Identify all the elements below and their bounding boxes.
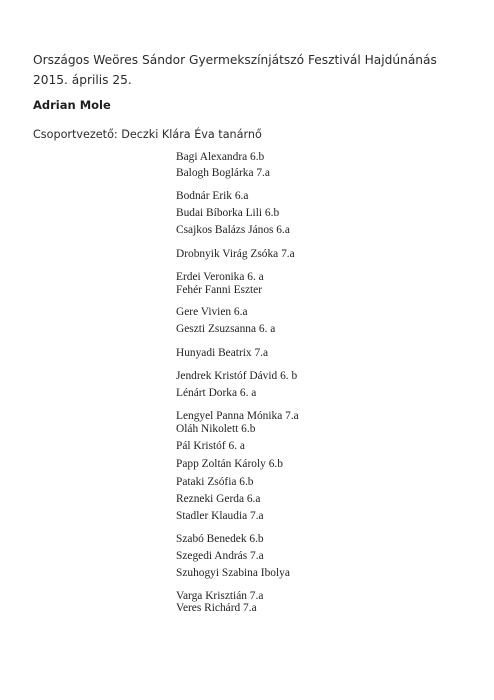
roster-name: Lengyel Panna Mónika 7.a bbox=[176, 410, 299, 422]
roster-name: Csajkos Balázs János 6.a bbox=[176, 224, 290, 236]
roster-name: Szuhogyi Szabina Ibolya bbox=[176, 567, 290, 579]
roster-name: Veres Richárd 7.a bbox=[176, 602, 257, 614]
roster-name: Budai Bíborka Lili 6.b bbox=[176, 207, 280, 219]
roster-name: Pál Kristóf 6. a bbox=[176, 440, 245, 452]
roster-name: Bagi Alexandra 6.b bbox=[176, 151, 265, 163]
play-title: Adrian Mole bbox=[33, 98, 111, 112]
roster-name: Erdei Veronika 6. a bbox=[176, 271, 264, 283]
roster-name: Geszti Zsuzsanna 6. a bbox=[176, 323, 276, 335]
document-title: Országos Weöres Sándor Gyermekszínjátszó Fesztivál Hajdúnánás 2015. április 25. bbox=[33, 53, 437, 87]
roster-name: Pataki Zsófia 6.b bbox=[176, 476, 254, 488]
roster-name: Oláh Nikolett 6.b bbox=[176, 423, 256, 435]
roster-name: Lénárt Dorka 6. a bbox=[176, 387, 257, 399]
roster-name: Szegedi András 7.a bbox=[176, 550, 264, 562]
roster-name: Balogh Boglárka 7.a bbox=[176, 167, 270, 179]
roster-name: Varga Krisztián 7.a bbox=[176, 590, 264, 602]
roster-name: Jendrek Kristóf Dávid 6. b bbox=[176, 370, 298, 382]
roster-name: Hunyadi Beatrix 7.a bbox=[176, 347, 269, 359]
roster-name: Stadler Klaudia 7.a bbox=[176, 510, 264, 522]
roster-name: Drobnyik Virág Zsóka 7.a bbox=[176, 248, 295, 260]
group-leader: Csoportvezető: Deczki Klára Éva tanárnő bbox=[33, 128, 262, 141]
roster-name: Rezneki Gerda 6.a bbox=[176, 493, 261, 505]
roster-name: Gere Vivien 6.a bbox=[176, 306, 248, 318]
roster-name: Bodnár Erik 6.a bbox=[176, 190, 249, 202]
roster-name: Szabó Benedek 6.b bbox=[176, 533, 264, 545]
roster-name: Fehér Fanni Eszter bbox=[176, 284, 263, 296]
roster-name: Papp Zoltán Károly 6.b bbox=[176, 458, 283, 470]
